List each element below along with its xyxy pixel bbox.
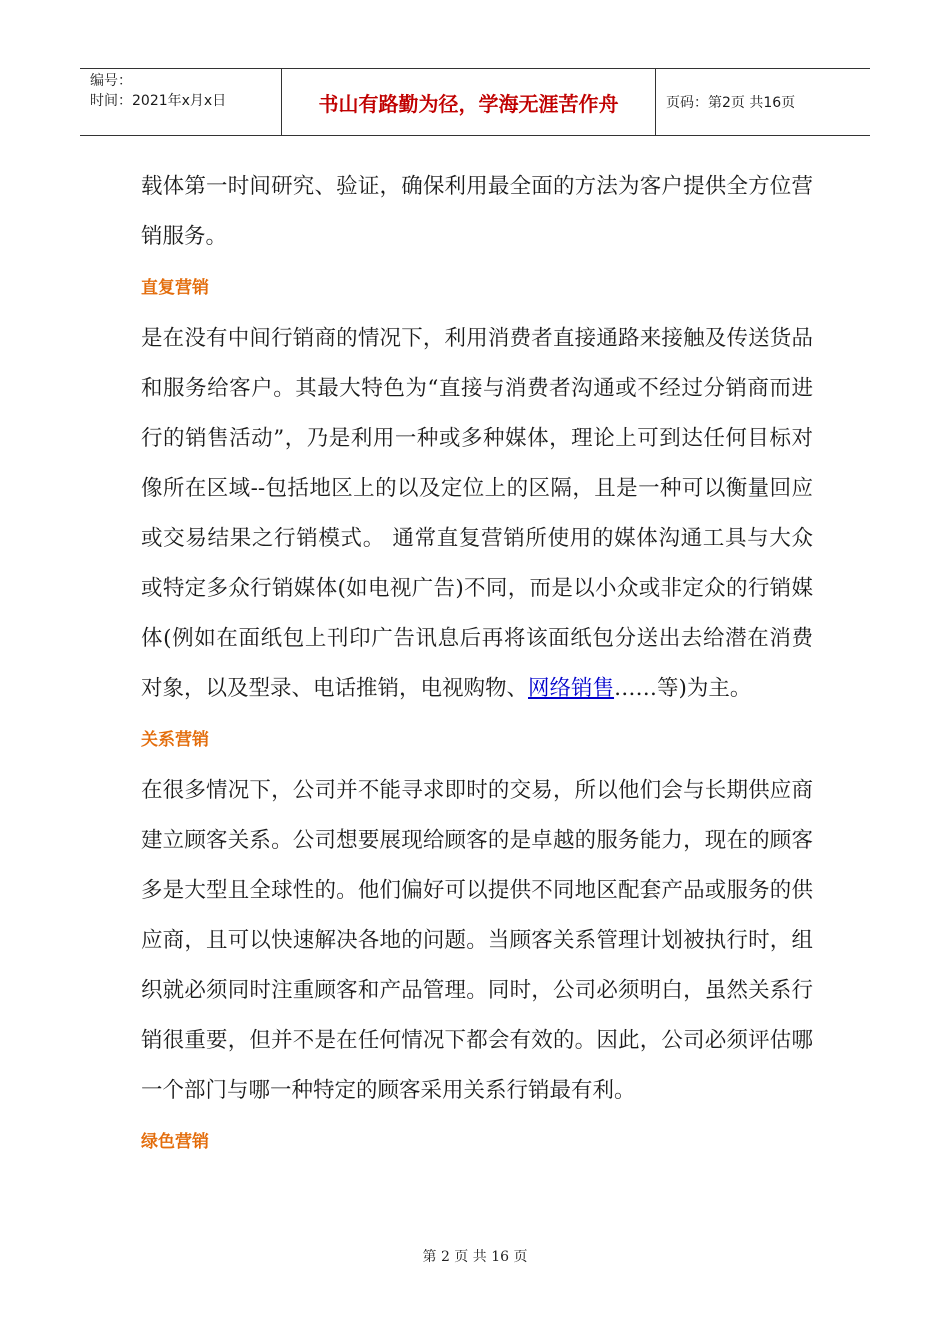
header-meta (80, 69, 282, 135)
paragraph-direct-marketing (141, 314, 813, 714)
paragraph-tail: ……等)为主。 (614, 676, 752, 701)
number-label: 编号： (90, 73, 132, 89)
time-label: 时间：2021年x月x日 (90, 93, 227, 109)
header-page-info: 页码：第2页 共16页 (666, 95, 796, 111)
heading-relationship-marketing: 关系营销 (141, 730, 209, 750)
paragraph-text: 是在没有中间行销商的情况下，利用消费者直接通路来接触及传送货品和服务给客户。其最大特色为“直接与消费者沟通或不经过分销商而进行的销售活动”，乃是利用一种或多种媒体，理论上可到达任何目标对像所在区域--包括地区上的以及定位上的区隔，且是一种可以衡量回应或交易结果之行销模式。 通常直复营销所使用的媒体沟通工具与大众或特定多众行销媒体(如电视广告)不同，而是以小众或非定众的行销媒体(例如在面纸包上刊印广告讯息后再将该面纸包分送出去给潜在消费对象，以及型录、电话推销，电视购物、 (141, 326, 813, 701)
page-footer: 第 2 页 共 16 页 (422, 1249, 528, 1265)
document-body (141, 162, 813, 1168)
online-sales-link[interactable]: 网络销售 (528, 676, 615, 701)
heading-green-marketing: 绿色营销 (141, 1132, 209, 1152)
paragraph-relationship-marketing: 在很多情况下，公司并不能寻求即时的交易，所以他们会与长期供应商建立顾客关系。公司想要展现给顾客的是卓越的服务能力，现在的顾客多是大型且全球性的。他们偏好可以提供不同地区配套产品或服务的供应商，且可以快速解决各地的问题。当顾客关系管理计划被执行时，组织就必须同时注重顾客和产品管理。同时，公司必须明白，虽然关系行销很重要，但并不是在任何情况下都会有效的。因此，公司必须评估哪一个部门与哪一种特定的顾客采用关系行销最有利。 (141, 778, 813, 1103)
paragraph-intro: 载体第一时间研究、验证，确保利用最全面的方法为客户提供全方位营销服务。 (141, 174, 813, 249)
header-motto: 书山有路勤为径，学海无涯苦作舟 (282, 69, 656, 135)
heading-direct-marketing: 直复营销 (141, 278, 209, 298)
page-header (80, 68, 870, 136)
